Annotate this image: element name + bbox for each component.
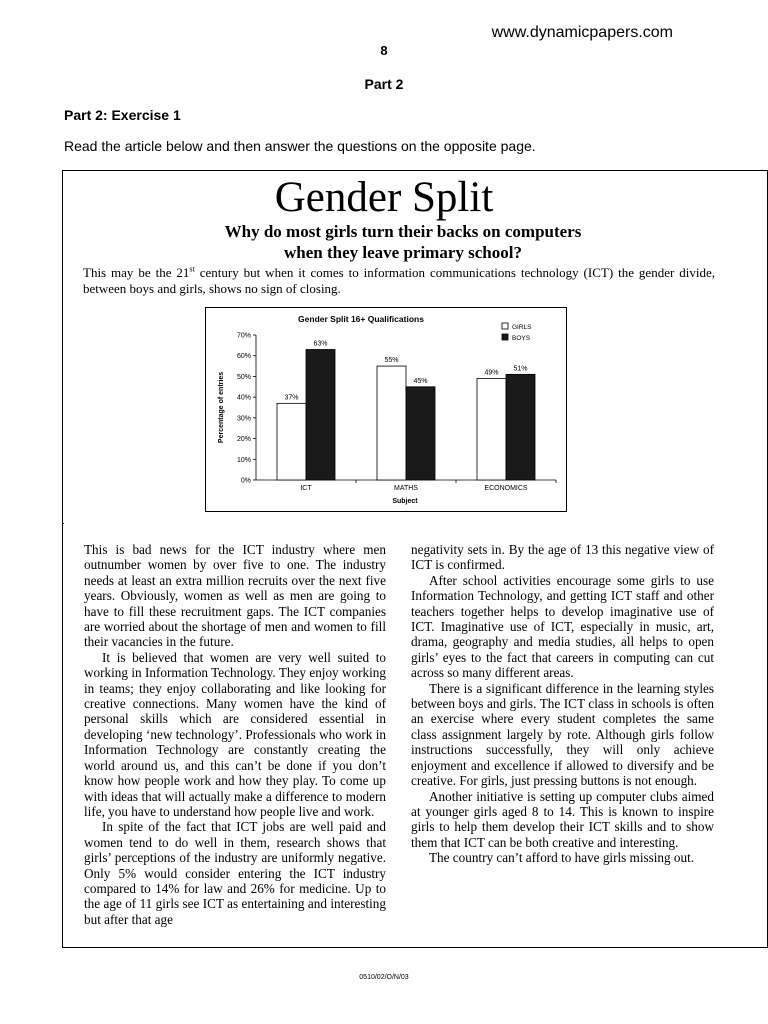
bar-boys: [406, 387, 435, 480]
article-column-left: [84, 542, 386, 927]
y-tick-label: 70%: [236, 332, 251, 340]
bar-girls: [477, 379, 506, 481]
bar-girls: [377, 366, 406, 480]
bar-boys: [506, 374, 535, 480]
intro-text-end: century but when it comes to information communications technology (ICT) the gender divide, between boys and girls, shows no sign of closing.: [83, 265, 715, 296]
bar-chart: [206, 308, 566, 511]
page-number: 8: [380, 43, 388, 58]
legend-label: BOYS: [512, 335, 531, 342]
paragraph: This is bad news for the ICT industry where men outnumber women by over five to one. The industry needs at least an extra million recruits over the next five years. Obviously, women as well as men are going to have to fill these recruitment gaps. The ICT companies are worried about the shortage of men and women to fill their vacancies in the future.: [84, 542, 386, 650]
article-subheadline: [62, 221, 744, 263]
paragraph: It is believed that women are very well suited to working in Information Technology. They enjoy working in teams; they enjoy collaborating and like looking for creative connections. Many women have the kind of personal skills which are considered essential in developing ‘new technology’. Professionals who work in Information Technology are constantly creating the world around us, and this can’t be done if you don’t know how people work and how they play. To come up with ideas that will actually make a difference to modern life, you have to understand how people live and work.: [84, 649, 386, 819]
x-tick-label: ICT: [300, 485, 312, 492]
intro-superscript: st: [189, 264, 195, 274]
y-tick-label: 0%: [240, 477, 251, 485]
website-url: www.dynamicpapers.com: [491, 24, 673, 41]
paragraph: After school activities encourage some girls to use Information Technology, and getting ICT staff and other teachers together helps to develop imaginative use of ICT. Imaginative use of ICT, especially in music, art, drama, geography and media studies, all helps to open girls’ eyes to the fact that careers in computing can cut across so many different areas.: [411, 572, 714, 681]
data-label: 37%: [284, 394, 299, 402]
y-tick-label: 20%: [236, 436, 251, 444]
stray-mark: .: [62, 516, 65, 527]
legend-swatch-boys: [502, 334, 508, 340]
paragraph: Another initiative is setting up computer clubs aimed at younger girls aged 8 to 14. This is known to inspire girls to help them develop their ICT skills and to show them that ICT can be both creative and interesting.: [411, 788, 714, 850]
paragraph: There is a significant difference in the learning styles between boys and girls. The ICT class in schools is often an exercise where every student completes the same class assignment largely by rote. Although girls follow instructions successfully, they will only achieve enjoyment and excellence if allowed to diversify and be creative. For girls, just pressing buttons is not enough.: [411, 680, 714, 789]
article-headline: Gender Split: [274, 174, 494, 221]
y-axis-label: Percentage of entries: [218, 371, 225, 444]
bar-girls: [277, 403, 306, 480]
data-label: 51%: [513, 365, 528, 373]
bar-boys: [306, 350, 335, 481]
article-intro: [83, 265, 715, 297]
document-code: 0510/02/O/N/03: [359, 974, 409, 981]
x-tick-label: MATHS: [394, 485, 418, 492]
chart-container: [205, 307, 567, 512]
y-tick-label: 50%: [236, 373, 251, 381]
data-label: 49%: [484, 369, 499, 377]
paragraph-continuation: negativity sets in. By the age of 13 this negative view of ICT is confirmed.: [411, 542, 714, 573]
chart-title: Gender Split 16+ Qualifications: [298, 314, 424, 324]
data-label: 45%: [413, 377, 428, 385]
x-tick-label: ECONOMICS: [484, 485, 528, 492]
paragraph: The country can’t afford to have girls missing out.: [429, 850, 695, 866]
y-tick-label: 40%: [236, 394, 251, 402]
instruction-text: Read the article below and then answer the questions on the opposite page.: [64, 138, 536, 154]
legend-swatch-girls: [502, 323, 508, 329]
data-label: 63%: [313, 340, 328, 348]
y-tick-label: 30%: [236, 415, 251, 423]
intro-text-start: This may be the 21: [83, 265, 190, 280]
paragraph: In spite of the fact that ICT jobs are well paid and women tend to do well in them, research shows that girls’ perceptions of the industry are uniformly negative. Only 5% would consider entering the ICT industry compared to 14% for law and 26% for medicine. Up to the age of 11 girls see ICT as entertaining and interesting but after that age: [84, 819, 386, 927]
part-title: Part 2: [364, 76, 404, 92]
subheadline-line-1: Why do most girls turn their backs on computers: [224, 222, 582, 241]
data-label: 55%: [384, 357, 399, 365]
y-tick-label: 60%: [236, 353, 251, 361]
article-column-right: [411, 542, 714, 866]
subheadline-line-2: when they leave primary school?: [284, 243, 522, 262]
legend-label: GIRLS: [512, 324, 532, 331]
y-tick-label: 10%: [236, 456, 251, 464]
x-axis-label: Subject: [392, 498, 418, 505]
exercise-title: Part 2: Exercise 1: [64, 107, 181, 123]
